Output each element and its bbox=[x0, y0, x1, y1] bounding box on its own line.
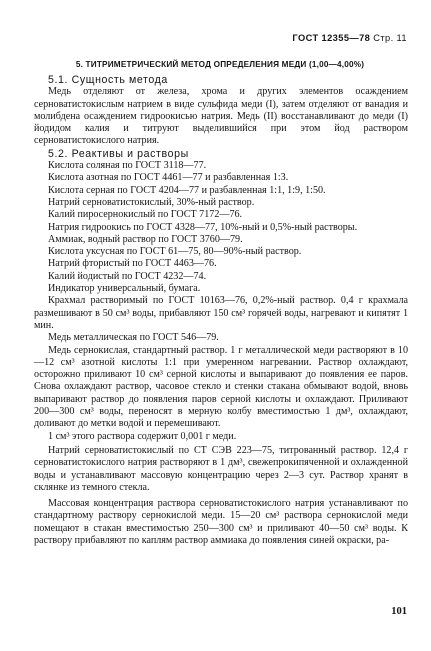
paragraph: Медь отделяют от железа, хрома и других элементов осаждением серноватистокислым натрием в виде сульфида меди (I), затем отделяют от ванадия и молибдена осаждением гидроокисью натрия. Медь (II) восстанавливают до меди (I) йодидом калия и титруют выделившийся при этом йод раствором серноватистокислого натрия. bbox=[34, 86, 408, 147]
section-heading: 5.1. Сущность метода bbox=[48, 74, 168, 86]
reagent-line: Кислота серная по ГОСТ 4204—77 и разбавленная 1:1, 1:9, 1:50. bbox=[48, 184, 326, 196]
header-page: Стр. 11 bbox=[373, 33, 407, 43]
reagent-line: Кислота азотная по ГОСТ 4461—77 и разбавленная 1:3. bbox=[48, 172, 289, 184]
reagent-line: Индикатор универсальный, бумага. bbox=[48, 283, 201, 295]
reagent-line: Калий пиросернокислый по ГОСТ 7172—76. bbox=[48, 209, 243, 221]
reagent-line: Кислота уксусная по ГОСТ 61—75, 80—90%-ный раствор. bbox=[48, 246, 302, 258]
reagent-line: Медь металлическая по ГОСТ 546—79. bbox=[48, 332, 219, 344]
running-header bbox=[292, 33, 407, 43]
paragraph: Массовая концентрация раствора серноватистокислого натрия устанавливают по стандартному раствору сернокислой меди. 15—20 см³ раствора сернокислой меди помещают в стакан вместимостью 250—300 см³ и приливают 40—50 см³ воды. К раствору прибавляют по каплям раствор аммиака до появления синей окраски, ра- bbox=[34, 498, 408, 546]
page-number: 101 bbox=[391, 606, 407, 617]
reagent-line: Натрия гидроокись по ГОСТ 4328—77, 10%-ный и 0,5%-ный растворы. bbox=[48, 221, 358, 233]
reagent-line: Калий йодистый по ГОСТ 4232—74. bbox=[48, 270, 207, 282]
paragraph: Медь сернокислая, стандартный раствор. 1 г металлической меди растворяют в 10—12 см³ азотной кислоты 1:1 при умеренном нагревании. Раствор охлаждают, осторожно приливают 10 см³ серной кислоты и выпаривают до появления ее паров. Снова охлаждают раствор, часовое стекло и стенки стакана обмывают водой, вновь выпаривают раствор до появления паров серной кислоты и охлаждают. Приливают 200—300 см³ воды, переносят в мерную колбу вместимостью 1 дм³, охлаждают, доливают до метки водой и перемешивают. bbox=[34, 344, 408, 430]
section-title: 5. ТИТРИМЕТРИЧЕСКИЙ МЕТОД ОПРЕДЕЛЕНИЯ МЕДИ (1,00—4,00%) bbox=[75, 60, 365, 69]
paragraph: 1 см³ этого раствора содержит 0,001 г меди. bbox=[48, 430, 237, 442]
reagent-line: Кислота соляная по ГОСТ 3118—77. bbox=[48, 160, 207, 172]
paragraph: Крахмал растворимый по ГОСТ 10163—76, 0,2%-ный раствор. 0,4 г крахмала размешивают в 50 см³ воды, прибавляют 150 см³ горячей воды, нагревают и кипятят 1 мин. bbox=[34, 295, 408, 331]
document-body bbox=[34, 74, 408, 547]
section-heading: 5.2. Реактивы и растворы bbox=[48, 147, 189, 160]
paragraph: Натрий серноватистокислый по СТ СЭВ 223—75, титрованный раствор. 12,4 г серноватистокислого натрия растворяют в 1 дм³, свежепрокипяченной и охлажденной воды и устанавливают массовую концентрацию через 2—3 сут. Раствор хранят в склянке из темного стекла. bbox=[34, 444, 408, 493]
reagent-line: Натрий серноватистокислый, 30%-ный раствор. bbox=[48, 196, 255, 208]
reagent-line: Натрий фтористый по ГОСТ 4463—76. bbox=[48, 258, 217, 270]
header-standard: ГОСТ 12355—78 bbox=[292, 33, 371, 43]
reagent-line: Аммиак, водный раствор по ГОСТ 3760—79. bbox=[48, 233, 243, 245]
